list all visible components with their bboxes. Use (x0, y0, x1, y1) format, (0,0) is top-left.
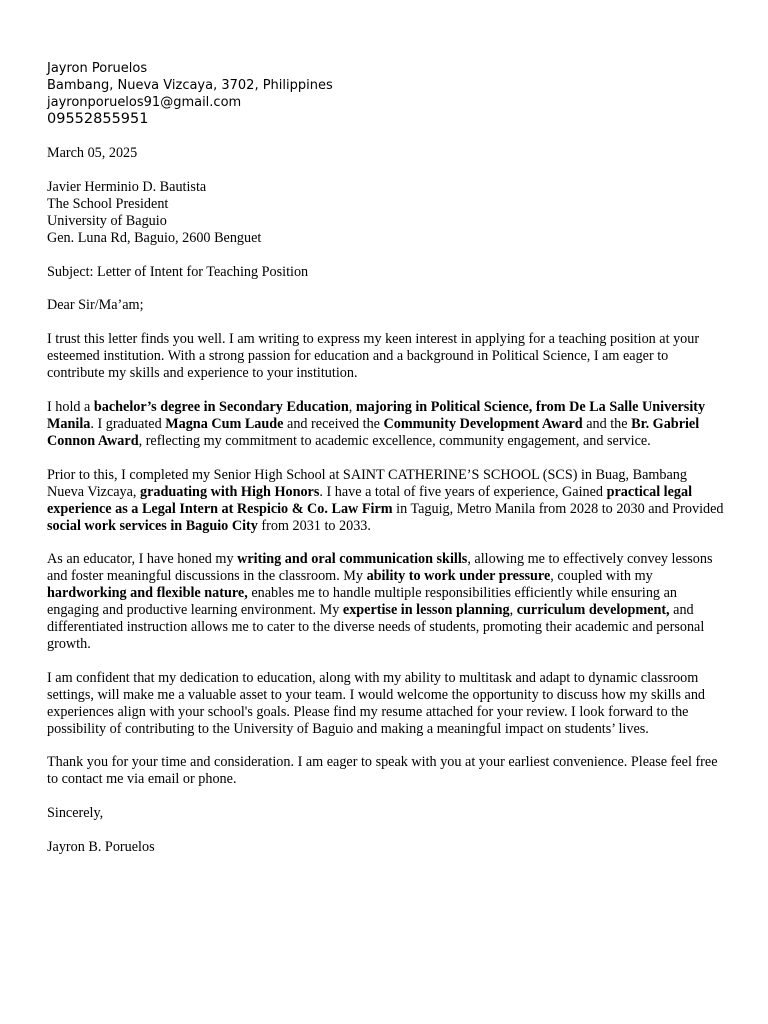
bold-run: Br. Gabriel Connon Award (47, 415, 700, 449)
text-run: , (348, 399, 356, 416)
date: March 05, 2025 (47, 145, 138, 161)
text-run: enables me to handle multiple responsibilities efficiently while ensuring an engaging and productive learning environment. My (47, 585, 677, 619)
bold-run: social work services in Baguio City (47, 517, 258, 534)
sender-email: jayronporuelos91@gmail.com (47, 95, 242, 110)
text-run: I hold a (47, 399, 94, 416)
bold-run: writing and oral communication skills (237, 551, 468, 568)
closing: Sincerely, (47, 805, 104, 822)
text-run: . I graduated (90, 415, 166, 432)
bold-run: Magna Cum Laude (165, 415, 284, 432)
paragraph-confidence: I am confident that my dedication to education, along with my ability to multitask and adapt to dynamic classroom settings, will make me a valuable asset to your team. I would welcome the opportunity to discuss how my skills and experiences align with your school's goals. Please find my resume attached for your review. I look forward to the possibility of contributing to the University of Baguio and making a meaningful impact on students’ lives. (47, 669, 706, 737)
text-run: in Taguig, Metro Manila from 2028 to 2030 and Provided (392, 500, 724, 517)
recipient-name: Javier Herminio D. Bautista (47, 178, 207, 195)
recipient-org: University of Baguio (47, 212, 167, 229)
recipient-address: Gen. Luna Rd, Baguio, 2600 Benguet (47, 229, 262, 246)
sender-phone: 09552855951 (47, 111, 149, 127)
recipient-title: The School President (47, 195, 169, 212)
text-run: , allowing me to effectively convey lessons and foster meaningful discussions in the classroom. My (47, 551, 713, 585)
text-run: , (509, 602, 517, 619)
text-run: from 2031 to 2033. (257, 517, 371, 534)
text-run: . I have a total of five years of experience, Gained (319, 483, 607, 500)
paragraph-experience (47, 467, 727, 535)
sender-name: Jayron Poruelos (47, 61, 148, 76)
text-run: and received the (283, 415, 384, 432)
text-run: As an educator, I have honed my (47, 551, 238, 568)
text-run: , coupled with my (550, 568, 653, 585)
salutation: Dear Sir/Ma’am; (47, 297, 144, 314)
text-run: and the (582, 415, 632, 432)
paragraph-intro: I trust this letter finds you well. I am writing to express my keen interest in applying for a teaching position at your esteemed institution. With a strong passion for education and a background in Political Science, I am eager to contribute my skills and experience to your institution. (47, 331, 700, 382)
paragraph-skills (47, 551, 727, 652)
bold-run: ability to work under pressure (366, 568, 551, 585)
text-run: , reflecting my commitment to academic excellence, community engagement, and service. (138, 432, 651, 449)
bold-run: Community Development Award (383, 415, 583, 432)
subject-line: Subject: Letter of Intent for Teaching Position (47, 263, 309, 280)
bold-run: graduating with High Honors (140, 483, 320, 500)
signature-name: Jayron B. Poruelos (47, 839, 155, 856)
recipient-block (47, 179, 727, 247)
bold-run: bachelor’s degree in Secondary Education (93, 399, 349, 416)
sender-address: Bambang, Nueva Vizcaya, 3702, Philippines (47, 78, 333, 93)
bold-run: curriculum development, (516, 602, 670, 619)
bold-run: practical legal experience as a Legal Intern at Respicio & Co. Law Firm (47, 483, 693, 517)
text-run: and differentiated instruction allows me to cater to the diverse needs of students, promoting their academic and personal growth. (47, 602, 705, 652)
sender-block (47, 60, 727, 128)
text-run: Prior to this, I completed my Senior High School at SAINT CATHERINE’S SCHOOL (SCS) in Buag, Bambang Nueva Vizcaya, (47, 466, 687, 500)
bold-run: majoring in Political Science, from De La Salle University Manila (47, 399, 706, 432)
paragraph-thanks: Thank you for your time and consideration. I am eager to speak with you at your earliest convenience. Please feel free to contact me via email or phone. (47, 754, 718, 788)
bold-run: expertise in lesson planning (342, 602, 510, 619)
paragraph-education (47, 399, 727, 450)
bold-run: hardworking and flexible nature, (47, 585, 248, 602)
letter-page (47, 60, 727, 856)
